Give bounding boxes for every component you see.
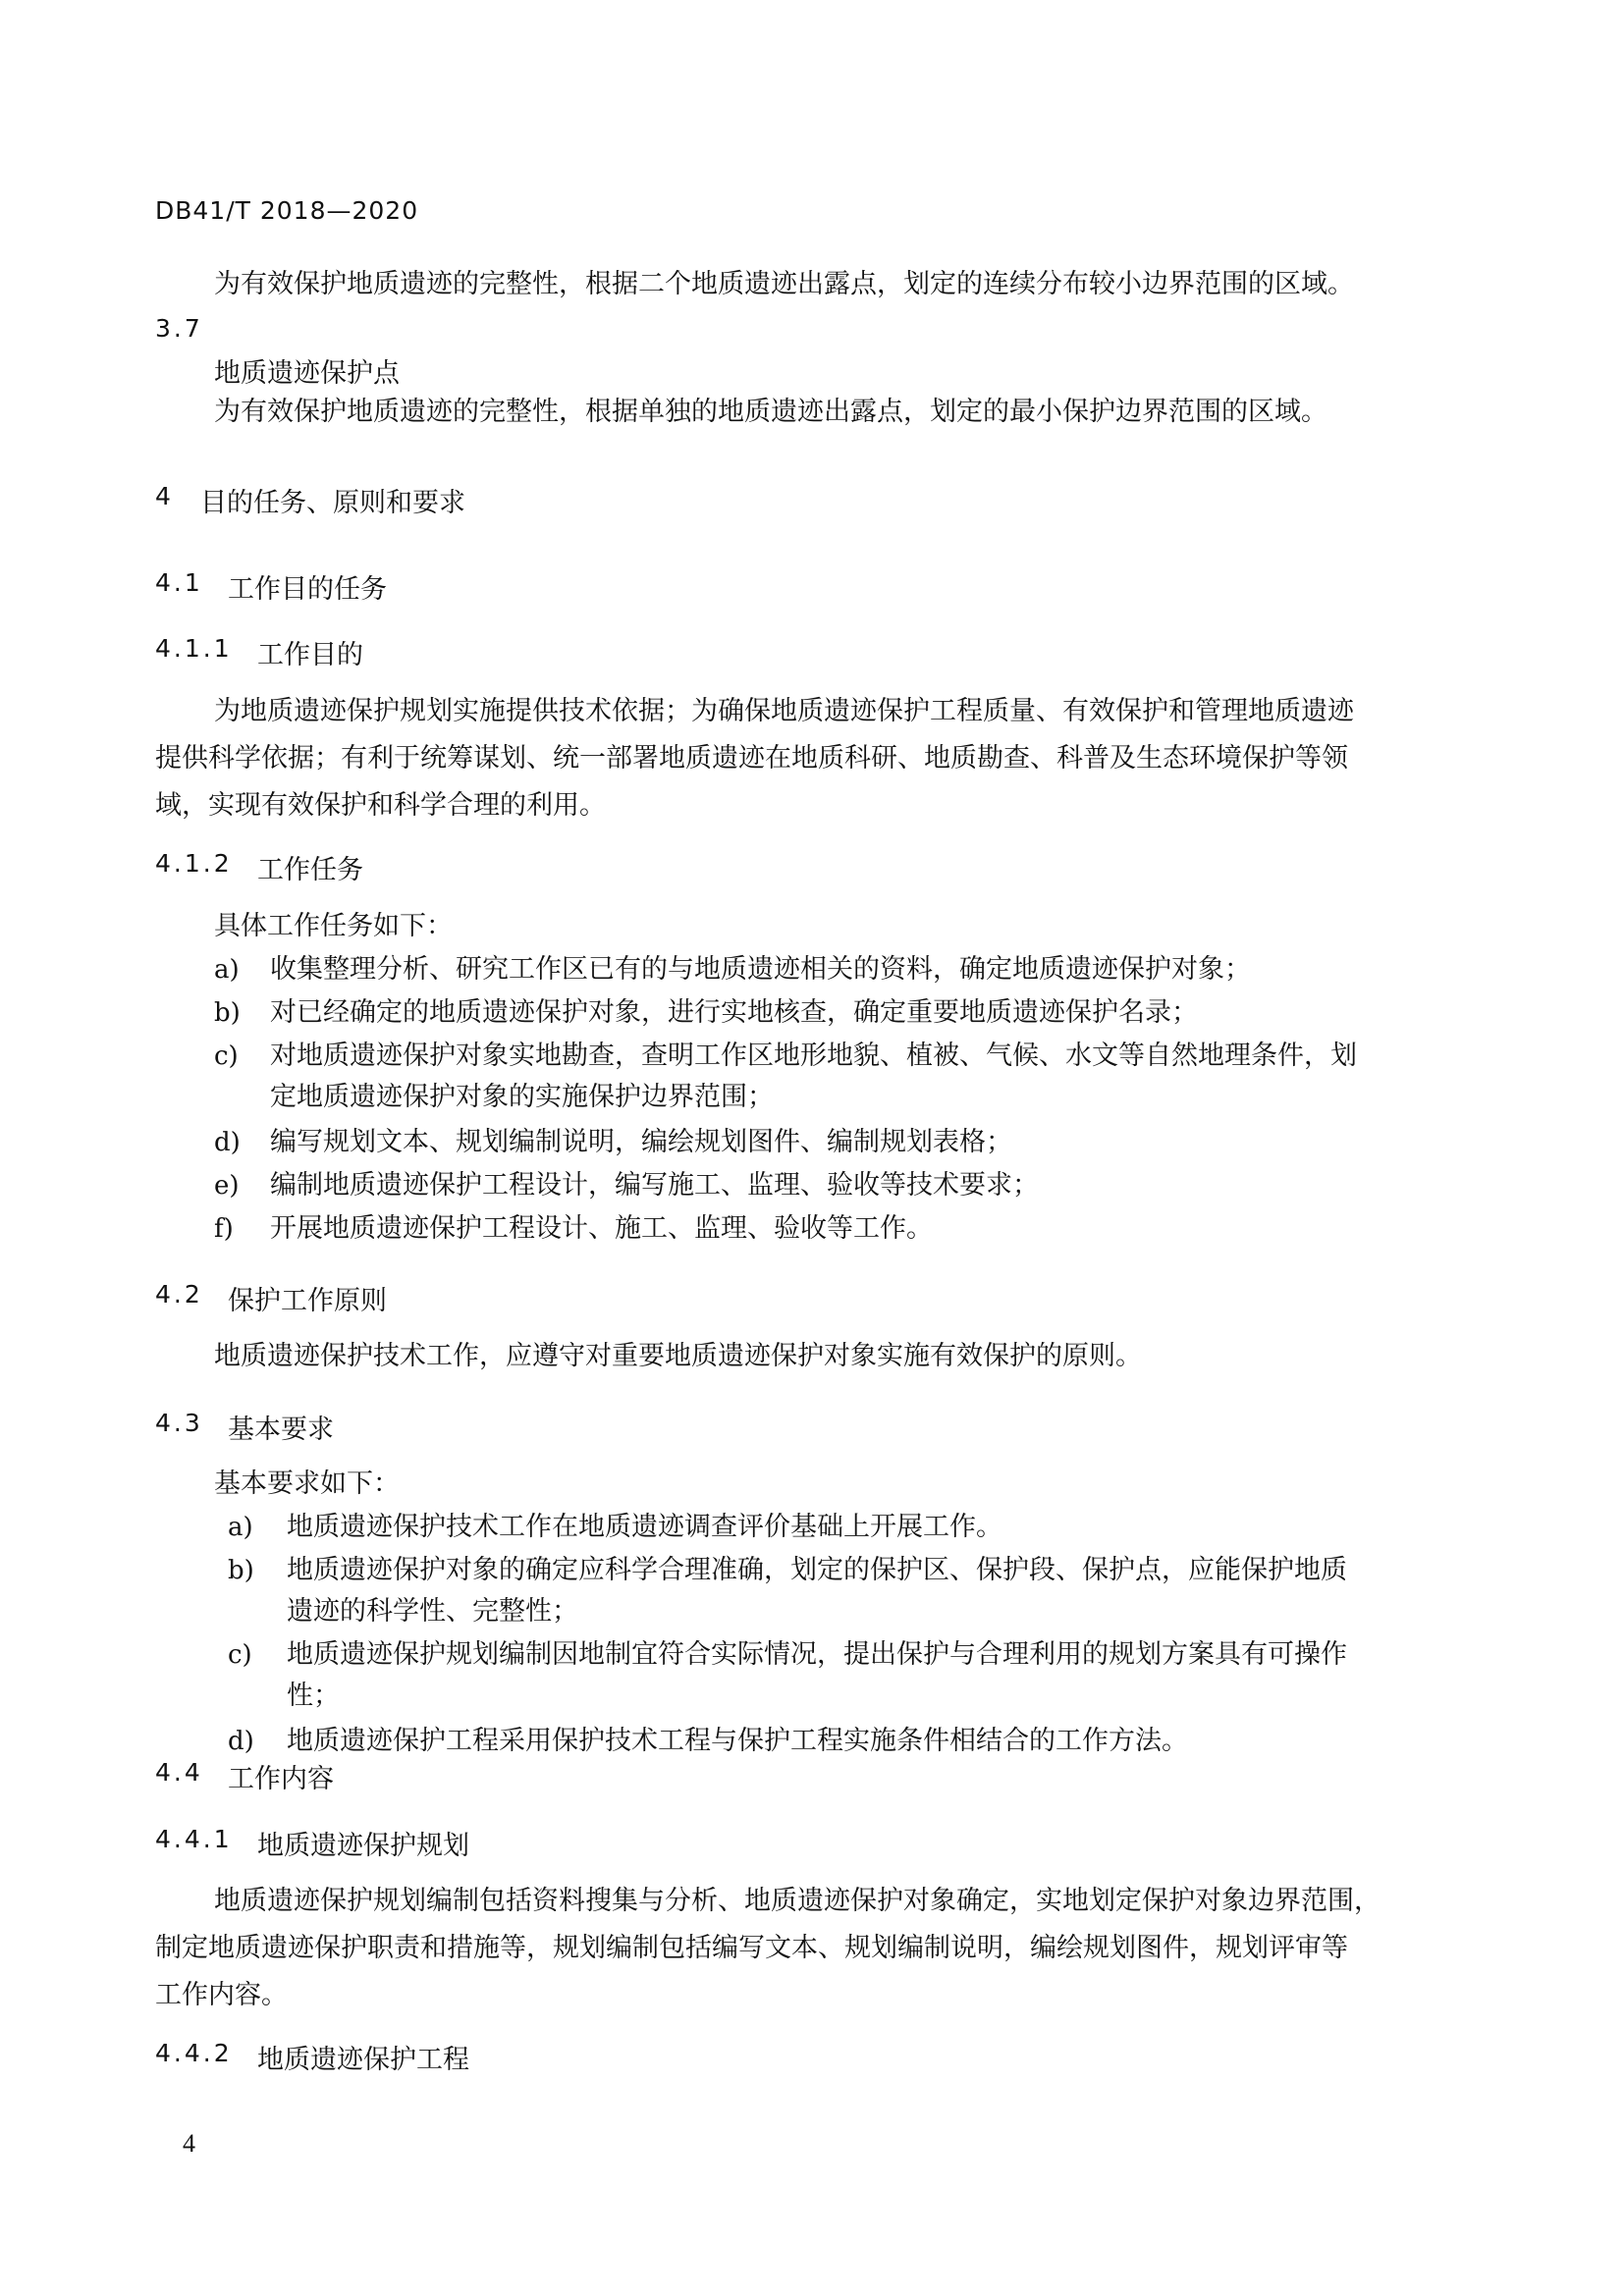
- section-3-7-number: 3.7: [155, 314, 203, 343]
- list-item-label: c): [228, 1640, 252, 1670]
- section-4-4-2-title: 地质遗迹保护工程: [257, 2045, 469, 2075]
- section-4-1-1-number: 4.1.1: [155, 634, 233, 663]
- list-item-text: 对地质遗迹保护对象实地勘查，查明工作区地形地貌、植被、气候、水文等自然地理条件，划: [270, 1041, 1357, 1071]
- paragraph-line: 域，实现有效保护和科学合理的利用。: [155, 790, 606, 821]
- list-item-text: 地质遗迹保护对象的确定应科学合理准确，划定的保护区、保护段、保护点，应能保护地质: [287, 1555, 1347, 1585]
- section-3-7-definition: 为有效保护地质遗迹的完整性，根据单独的地质遗迹出露点，划定的最小保护边界范围的区域。: [214, 397, 1327, 427]
- list-item-text: 开展地质遗迹保护工程设计、施工、监理、验收等工作。: [270, 1213, 933, 1244]
- section-4-4-number: 4.4: [155, 1758, 203, 1787]
- list-item-text: 地质遗迹保护规划编制因地制宜符合实际情况，提出保护与合理利用的规划方案具有可操作: [287, 1639, 1347, 1670]
- section-4-4-1-title: 地质遗迹保护规划: [257, 1831, 469, 1861]
- page-number: 4: [183, 2129, 195, 2158]
- list-item-text: 编写规划文本、规划编制说明，编绘规划图件、编制规划表格；: [270, 1127, 1012, 1157]
- section-4-4-title: 工作内容: [228, 1764, 334, 1794]
- paragraph-line: 为地质遗迹保护规划实施提供技术依据；为确保地质遗迹保护工程质量、有效保护和管理地质遗迹: [214, 696, 1354, 726]
- section-4-1-2-number: 4.1.2: [155, 849, 233, 878]
- paragraph-line: 工作内容。: [155, 1980, 288, 2010]
- section-4-1-number: 4.1: [155, 568, 203, 597]
- section-3-7-term: 地质遗迹保护点: [214, 358, 400, 389]
- paragraph-line: 提供科学依据；有利于统筹谋划、统一部署地质遗迹在地质科研、地质勘查、科普及生态环境保护等领: [155, 743, 1348, 774]
- paragraph-line: 制定地质遗迹保护职责和措施等，规划编制包括编写文本、规划编制说明，编绘规划图件，规划评审等: [155, 1933, 1348, 1963]
- section-4-3-number: 4.3: [155, 1409, 203, 1437]
- list-item-text: 性；: [287, 1681, 340, 1711]
- paragraph-3-6-definition: 为有效保护地质遗迹的完整性，根据二个地质遗迹出露点，划定的连续分布较小边界范围的区域。: [214, 269, 1354, 299]
- section-4-1-1-title: 工作目的: [257, 640, 363, 670]
- list-item-label: d): [214, 1128, 241, 1157]
- list-item-label: d): [228, 1727, 254, 1756]
- section-4-4-2-number: 4.4.2: [155, 2039, 233, 2067]
- list-item-label: a): [228, 1513, 253, 1542]
- document-code: DB41/T 2018—2020: [155, 196, 419, 225]
- paragraph-line: 地质遗迹保护技术工作，应遵守对重要地质遗迹保护对象实施有效保护的原则。: [214, 1341, 1142, 1371]
- list-item-text: 收集整理分析、研究工作区已有的与地质遗迹相关的资料，确定地质遗迹保护对象；: [270, 954, 1251, 985]
- list-item-label: b): [214, 998, 241, 1028]
- list-item-text: 对已经确定的地质遗迹保护对象，进行实地核查，确定重要地质遗迹保护名录；: [270, 997, 1198, 1028]
- section-4-2-number: 4.2: [155, 1280, 203, 1308]
- list-intro: 具体工作任务如下：: [214, 911, 453, 941]
- list-item-label: c): [214, 1041, 239, 1071]
- section-4-2-title: 保护工作原则: [228, 1286, 387, 1316]
- section-4-4-1-number: 4.4.1: [155, 1825, 233, 1853]
- list-item-text: 遗迹的科学性、完整性；: [287, 1596, 578, 1627]
- list-intro: 基本要求如下：: [214, 1468, 400, 1499]
- list-item-label: a): [214, 955, 240, 985]
- list-item-text: 编制地质遗迹保护工程设计，编写施工、监理、验收等技术要求；: [270, 1170, 1039, 1201]
- list-item-text: 地质遗迹保护工程采用保护技术工程与保护工程实施条件相结合的工作方法。: [287, 1726, 1188, 1756]
- section-4-3-title: 基本要求: [228, 1415, 334, 1445]
- list-item-label: f): [214, 1214, 234, 1244]
- list-item-label: e): [214, 1171, 240, 1201]
- paragraph-line: 地质遗迹保护规划编制包括资料搜集与分析、地质遗迹保护对象确定，实地划定保护对象边界范围，: [214, 1886, 1380, 1916]
- list-item-text: 地质遗迹保护技术工作在地质遗迹调查评价基础上开展工作。: [287, 1512, 1002, 1542]
- section-4-title: 目的任务、原则和要求: [200, 488, 465, 518]
- section-4-number: 4: [155, 482, 174, 510]
- list-item-text: 定地质遗迹保护对象的实施保护边界范围；: [270, 1082, 774, 1112]
- list-item-label: b): [228, 1556, 254, 1585]
- section-4-1-2-title: 工作任务: [257, 855, 363, 885]
- section-4-1-title: 工作目的任务: [228, 574, 387, 605]
